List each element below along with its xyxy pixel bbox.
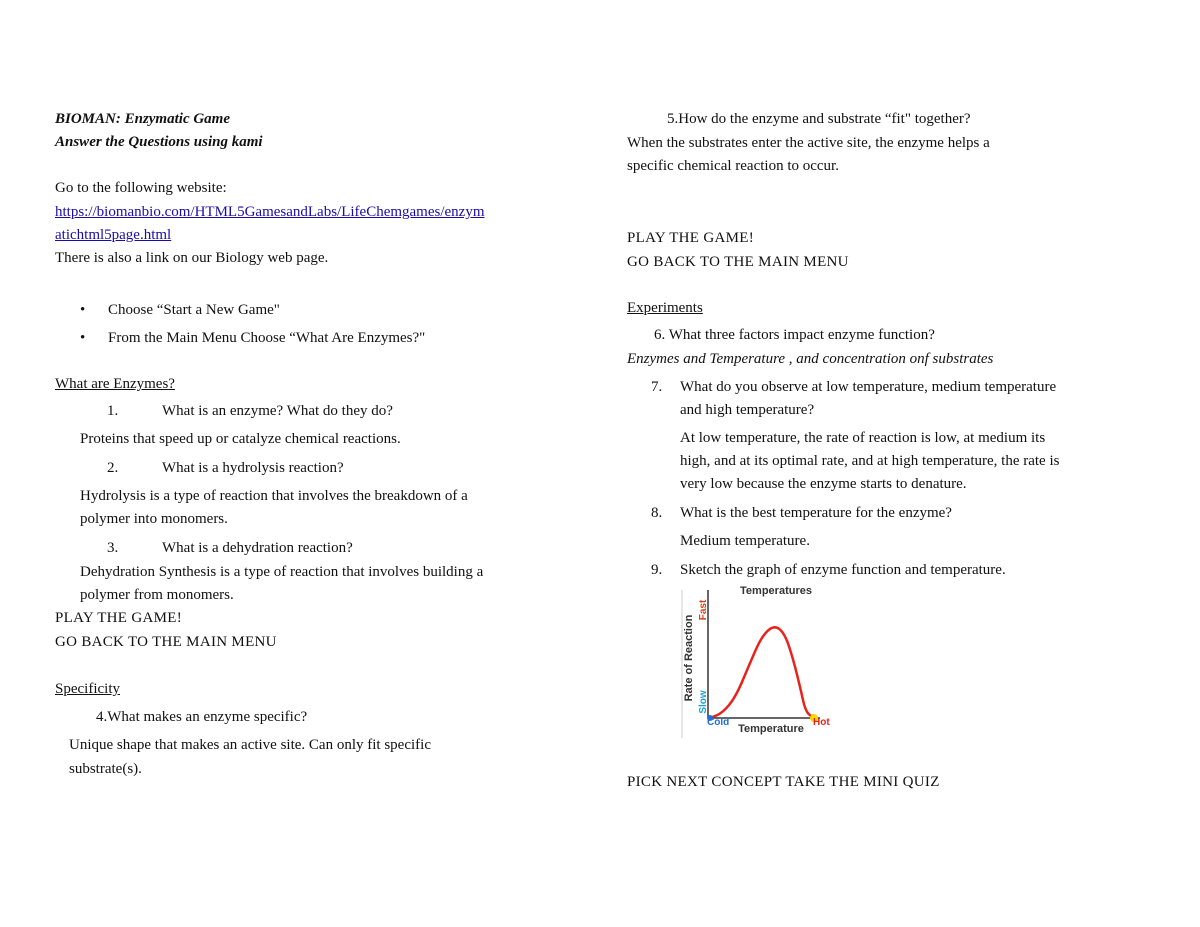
question-number: 3. [107,540,119,556]
document-title: BIOMAN: Enzymatic Game [55,111,231,127]
question-5: 5.How do the enzyme and substrate “fit" together? [667,111,971,127]
answer-5-line2: specific chemical reaction to occur. [627,158,839,174]
back-to-menu-instruction: GO BACK TO THE MAIN MENU [55,634,277,650]
y-axis-label: Rate of Reaction [683,614,695,702]
question-8: What is the best temperature for the enzyme? [680,505,952,521]
bullet-item: From the Main Menu Choose “What Are Enzymes?" [108,330,426,346]
play-game-instruction: PLAY THE GAME! [55,610,182,626]
section-heading-specificity: Specificity [55,681,120,697]
website-link-line2[interactable]: atichtml5page.html [55,227,172,243]
next-concept-instruction: PICK NEXT CONCEPT TAKE THE MINI QUIZ [627,774,940,790]
question-number: 7. [651,379,663,395]
answer-3-line2: polymer from monomers. [80,587,234,603]
question-number: 1. [107,403,119,419]
y-tick-label-slow: Slow [698,690,709,714]
bullet-symbol: • [80,302,86,318]
x-tick-label-cold: Cold [707,717,730,728]
goto-text: Go to the following website: [55,180,227,196]
answer-8: Medium temperature. [680,533,810,549]
section-heading-experiments: Experiments [627,300,703,316]
chart-title: Temperatures [740,585,812,597]
enzyme-activity-curve [710,627,814,718]
answer-7-line1: At low temperature, the rate of reaction is low, at medium its [680,430,1046,446]
question-number: 8. [651,505,663,521]
question-7-line2: and high temperature? [680,402,815,418]
answer-1: Proteins that speed up or catalyze chemical reactions. [80,431,401,447]
answer-6: Enzymes and Temperature , and concentration onf substrates [627,351,994,367]
question-6: 6. What three factors impact enzyme function? [654,327,935,343]
question-1: What is an enzyme? What do they do? [162,403,393,419]
website-link-line1[interactable]: https://biomanbio.com/HTML5GamesandLabs/LifeChemgames/enzym [55,204,485,220]
back-to-menu-instruction: GO BACK TO THE MAIN MENU [627,254,849,270]
answer-4-line1: Unique shape that makes an active site. Can only fit specific [69,737,431,753]
also-link-text: There is also a link on our Biology web page. [55,250,329,266]
question-number: 2. [107,460,119,476]
question-3: What is a dehydration reaction? [162,540,353,556]
x-axis-label: Temperature [738,723,804,735]
y-tick-label-fast: Fast [698,599,709,621]
answer-4-line2: substrate(s). [69,761,142,777]
play-game-instruction: PLAY THE GAME! [627,230,754,246]
answer-3-line1: Dehydration Synthesis is a type of reaction that involves building a [80,564,484,580]
question-7-line1: What do you observe at low temperature, medium temperature [680,379,1057,395]
question-4: 4.What makes an enzyme specific? [96,709,308,725]
document-subtitle: Answer the Questions using kami [55,134,263,150]
question-number: 9. [651,562,663,578]
question-2: What is a hydrolysis reaction? [162,460,344,476]
bullet-item: Choose “Start a New Game" [108,302,280,318]
answer-2-line1: Hydrolysis is a type of reaction that involves the breakdown of a [80,488,468,504]
answer-7-line3: very low because the enzyme starts to denature. [680,476,967,492]
x-tick-label-hot: Hot [813,717,830,728]
question-9: Sketch the graph of enzyme function and temperature. [680,562,1006,578]
answer-5-line1: When the substrates enter the active site, the enzyme helps a [627,135,990,151]
enzyme-temperature-graph [678,580,838,740]
answer-2-line2: polymer into monomers. [80,511,228,527]
section-heading-what-are-enzymes: What are Enzymes? [55,376,175,392]
answer-7-line2: high, and at its optimal rate, and at high temperature, the rate is [680,453,1060,469]
bullet-symbol: • [80,330,86,346]
